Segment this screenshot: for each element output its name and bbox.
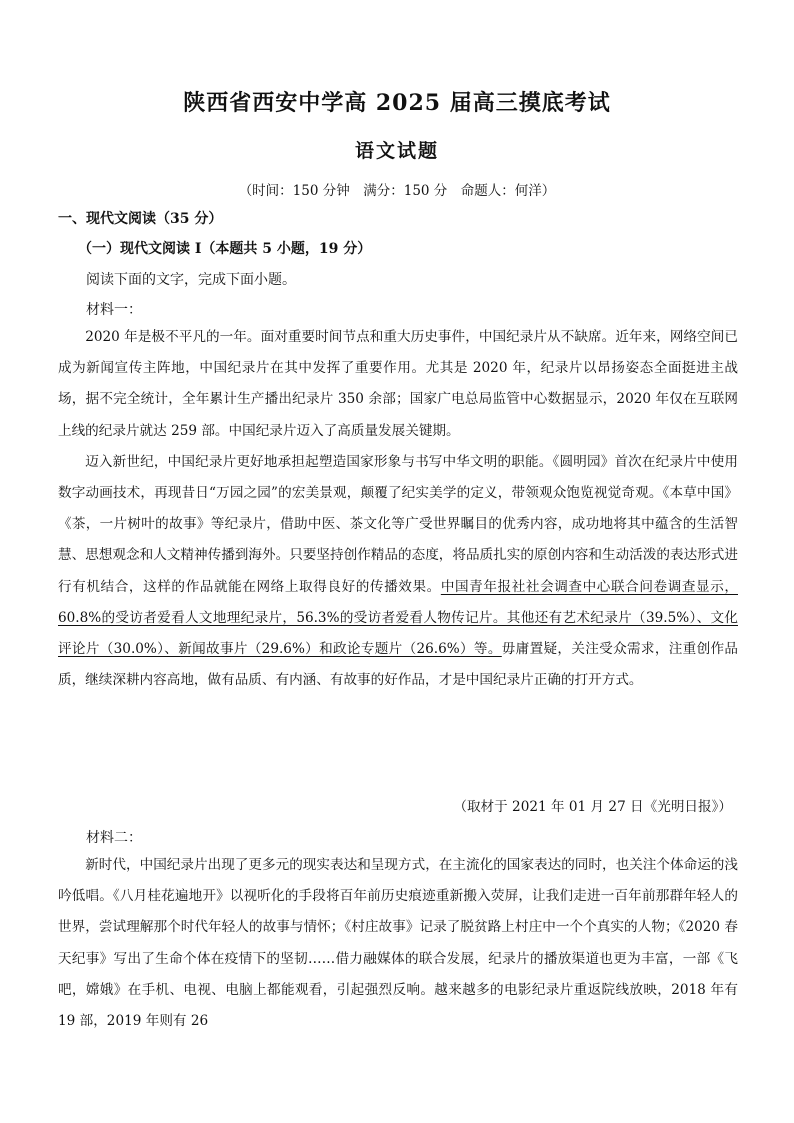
source-citation: （取材于 2021 年 01 月 27 日《光明日报》） xyxy=(453,799,732,815)
material-one-paragraph-2 xyxy=(58,447,738,697)
subsection-heading: （一）现代文阅读 I（本题共 5 小题，19 分） xyxy=(78,241,372,257)
exam-title: 陕西省西安中学高 2025 届高三摸底考试 xyxy=(183,90,611,116)
exam-subject: 语文试题 xyxy=(354,140,439,162)
material-two-paragraph-1: 新时代，中国纪录片出现了更多元的现实表达和呈现方式，在主流化的国家表达的同时，也关注个体命运的浅吟低唱。《八月桂花遍地开》以视听化的手段将百年前历史痕迹重新搬入荧屏，让我们走进一百年前那群年轻人的世界，尝试理解那个时代年轻人的故事与情怀；《村庄故事》记录了脱贫路上村庄中一个个真实的人物；《2020 春天纪事》写出了生命个体在疫情下的坚韧……借力融媒体的联合发展，纪录片的播放渠道也更为丰富，一部《飞吧，嫦娥》在手机、电视、电脑上都能观看，引起强烈反响。越来越多的电影纪录片重返院线放映，2018 年有 19 部，2019 年则有 26 xyxy=(58,857,738,1030)
instruction-text: 阅读下面的文字，完成下面小题。 xyxy=(86,272,296,288)
section-heading: 一、现代文阅读（35 分） xyxy=(58,211,223,227)
material-one-paragraph-1: 2020 年是极不平凡的一年。面对重要时间节点和重大历史事件，中国纪录片从不缺席。近年来，网络空间已成为新闻宣传主阵地，中国纪录片在其中发挥了重要作用。尤其是 2020 年，纪录片以昂扬姿态全面挺进主战场，据不完全统计，全年累计生产播出纪录片 350 余部；国家广电总局监管中心数据显示，2020 年仅在互联网上线的纪录片就达 259 部。中国纪录片迈入了高质量发展关键期。 xyxy=(58,329,738,439)
material-two-label: 材料二： xyxy=(86,830,142,846)
exam-meta: （时间：150 分钟 满分：150 分 命题人：何洋） xyxy=(238,183,556,199)
material-one-label: 材料一： xyxy=(86,302,142,318)
survey-underlined-text: 中国青年报社社会调查中心联合问卷调查显示，60.8%的受访者爱看人文地理纪录片，56.3%的受访者爱看人物传记片。其他还有艺术纪录片（39.5%）、文化评论片（30.0%）、新闻故事片（29.6%）和政论专题片（26.6%）等。 xyxy=(58,578,738,658)
paragraph-2-text-b: 毋庸置疑，关注受众需求，注重创作品质，继续深耕内容高地，做有品质、有内涵、有故事的好作品，才是中国纪录片正确的打开方式。 xyxy=(58,641,738,689)
paragraph-2-text-a: 迈入新世纪，中国纪录片更好地承担起塑造国家形象与书写中华文明的职能。《圆明园》首次在纪录片中使用数字动画技术，再现昔日“万园之园”的宏美景观，颠覆了纪实美学的定义，带领观众饱览视觉奇观。《本草中国》《茶，一片树叶的故事》等纪录片，借助中医、茶文化等广受世界瞩目的优秀内容，成功地将其中蕴含的生活智慧、思想观念和人文精神传播到海外。只要坚持创作精品的态度，将品质扎实的原创内容和生动活泼的表达形式进行有机结合，这样的作品就能在网络上取得良好的传播效果。 xyxy=(58,453,738,595)
material-two-body xyxy=(58,850,738,1037)
material-one-body xyxy=(58,322,738,696)
